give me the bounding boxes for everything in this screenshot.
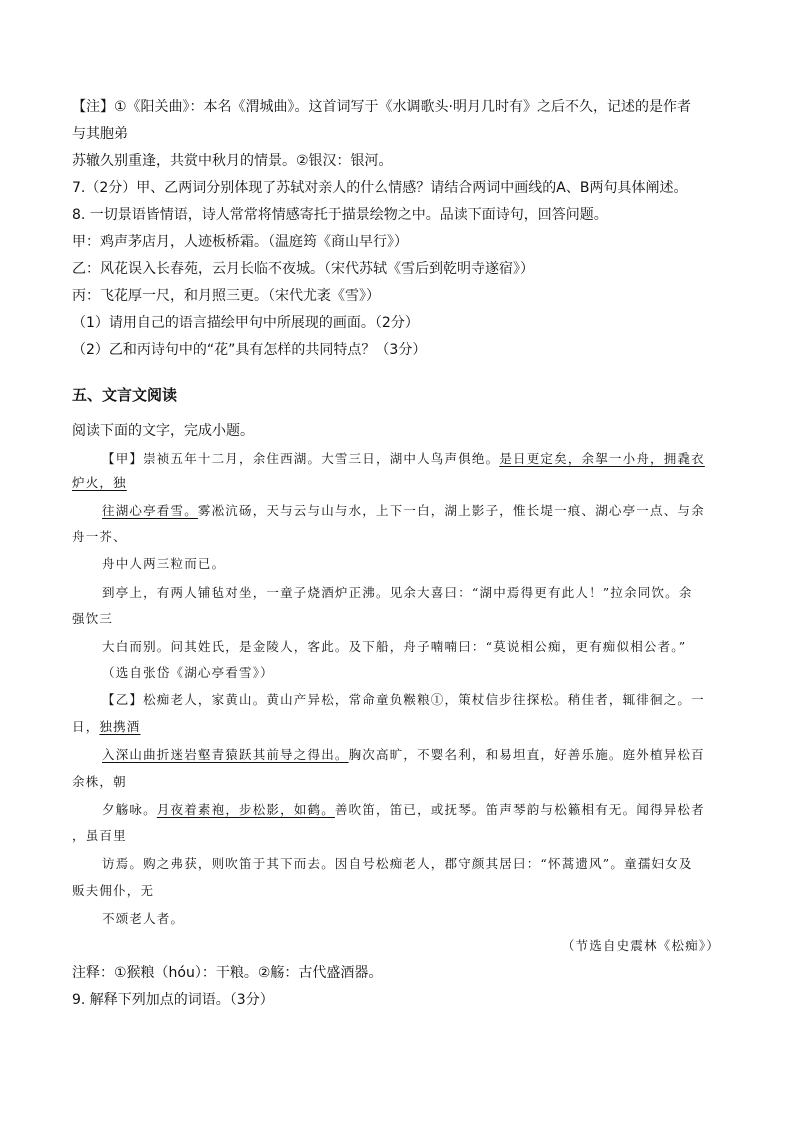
passage-jia-line-7: 强饮三 — [72, 611, 114, 626]
passage-text: 夕觞咏。 — [102, 802, 157, 817]
passage-yi-line-8: 贩夫佣仆，无 — [72, 883, 155, 898]
passage-text: 善吹笛，笛已，或抚琴。笛声琴韵与松籁相有无。闻得异松者 — [334, 802, 705, 817]
passage-text: 胸次高旷，不婴名利，和易坦直，好善乐施。庭外植异松百 — [348, 747, 705, 762]
note-line-1: 【注】①《阳关曲》：本名《渭城曲》。这首词写于《水调歌头·明月几时有》之后不久，记述的是作者 — [72, 99, 691, 115]
poem-line-jia: 甲：鸡声茅店月，人迹板桥霜。（温庭筠《商山早行》） — [72, 234, 408, 250]
passage-yi-line-4: 余株，朝 — [72, 774, 127, 789]
underlined-sentence: 往湖心亭看雪。 — [102, 503, 198, 518]
passage-jia-line-1 — [102, 450, 705, 468]
passage-text: 雾凇沆砀，天与云与山与水，上下一白，湖上影子，惟长堤一痕、湖心亭一点、与余 — [197, 503, 705, 518]
poem-line-bing: 丙：飞花厚一尺，和月照三更。（宋代尤袤《雪》） — [72, 288, 380, 304]
question-8-sub-2: （2）乙和丙诗句中的“花”具有怎样的共同特点？（3分） — [72, 342, 427, 358]
passage-yi-source: （节选自史震林《松痴》） — [561, 938, 720, 953]
passage-yi-line-9: 不颂老人者。 — [102, 911, 185, 926]
question-8-intro: 8. 一切景语皆情语，诗人常常将情感寄托于描景绘物之中。品读下面诗句，回答问题。 — [72, 207, 608, 223]
passage-yi-line-3 — [102, 746, 705, 764]
question-9: 9. 解释下列加点的词语。（3分） — [72, 992, 274, 1008]
passage-yi-line-1: 【乙】松痴老人，家黄山。黄山产异松，常命童负糇粮①，策杖信步往探松。稍佳者，辄徘徊之。一 — [102, 692, 705, 707]
passage-yi-line-2 — [72, 718, 141, 736]
passage-yi-line-6: ，虽百里 — [72, 828, 127, 843]
underlined-sentence: 入深山曲折迷岩壑青猿跃其前导之得出。 — [102, 747, 349, 762]
passage-jia-line-2 — [72, 474, 127, 492]
passage-jia-line-6: 到亭上，有两人铺毡对坐，一童子烧酒炉正沸。见余大喜曰：“湖中焉得更有此人！”拉余同饮。余 — [102, 585, 693, 600]
question-8-sub-1: （1）请用自己的语言描绘甲句中所展现的画面。（2分） — [72, 315, 419, 331]
section-5-instruction: 阅读下面的文字，完成小题。 — [72, 423, 254, 439]
passage-jia-line-5: 舟中人两三粒而已。 — [102, 556, 226, 571]
poem-line-yi: 乙：风花误入长春苑，云月长临不夜城。（宋代苏轼《雪后到乾明寺遂宿》） — [72, 261, 534, 277]
question-7: 7.（2分）甲、乙两词分别体现了苏轼对亲人的什么情感？请结合两词中画线的A、B两句具体阐述。 — [72, 180, 688, 196]
passage-yi-line-7: 访焉。购之弗获，则吹笛于其下而去。因自号松痴老人，郡守颜其居曰：“怀蒿遗风”。童孺妇女及 — [102, 856, 693, 871]
passage-jia-line-3 — [102, 502, 705, 520]
underlined-sentence: 炉火，独 — [72, 475, 127, 490]
passage-text: 日， — [72, 719, 100, 734]
passage-jia-line-8: 大白而别。问其姓氏，是金陵人，客此。及下船，舟子喃喃曰：“莫说相公痴，更有痴似相公者。” — [102, 639, 687, 654]
note-line-2: 与其胞弟 — [72, 126, 128, 142]
passage-yi-line-5 — [102, 801, 705, 819]
section-5-title: 五、文言文阅读 — [72, 386, 178, 404]
passage-jia-line-4: 舟一芥、 — [72, 529, 127, 544]
passage-text: 【甲】崇祯五年十二月，余住西湖。大雪三日，湖中人鸟声俱绝。 — [102, 451, 500, 466]
note-line-3: 苏辙久别重逢，共赏中秋月的情景。②银汉：银河。 — [72, 153, 393, 169]
passage-jia-source: （选自张岱《湖心亭看雪》） — [102, 665, 274, 680]
underlined-sentence: 月夜着素袍，步松影，如鹤。 — [156, 802, 335, 817]
underlined-sentence: 是日更定矣，余挐一小舟，拥毳衣 — [499, 451, 705, 466]
underlined-sentence: 独携酒 — [99, 719, 141, 734]
annotation: 注释：①猴粮（hóu）：干粮。②觞：古代盛酒器。 — [72, 965, 383, 981]
